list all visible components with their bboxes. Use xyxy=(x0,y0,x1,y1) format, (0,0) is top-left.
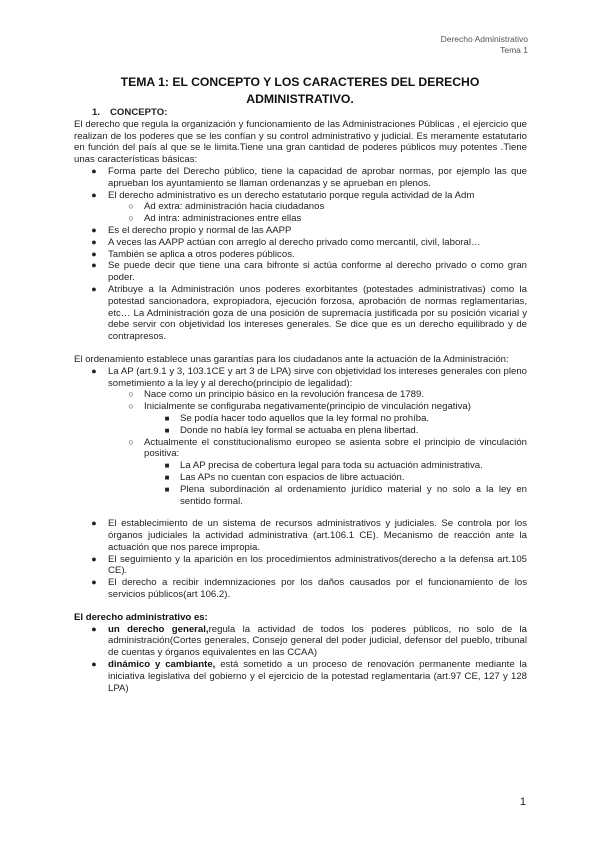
bullet-icon: ● xyxy=(91,659,97,670)
list-item-text: Atribuye a la Administración unos poderes exorbitantes (potestades administrativas) como la potestad sancionadora, expropiadora, ejecución forzosa, aprobación de normas reglamentarias, etc… La Administración goza de una posición de supremacía justificada por su posición vicarial y debe servir con objetividad los intereses generales. Se dice que es un derecho equilibrado y de contrapresos. xyxy=(108,283,527,343)
bullet-icon: ● xyxy=(91,553,97,564)
list-item-text: Forma parte del Derecho público, tiene la capacidad de aprobar normas, por ejemplo las que aprueban los ayuntamiento se llaman ordenanzas y se aprueban en plenos. xyxy=(108,165,527,189)
list-item xyxy=(74,659,527,694)
list-item xyxy=(74,260,527,284)
list-item xyxy=(74,577,527,601)
section-number: 1. xyxy=(92,107,101,118)
guarantees-paragraph: El ordenamiento establece unas garantías para los ciudadanos ante la actuación de la Administración: xyxy=(74,353,509,365)
square-bullet-icon: ■ xyxy=(164,425,170,435)
list-item-text: Nace como un principio básico en la revolución francesa de 1789. xyxy=(144,389,424,401)
list-item-text: La AP precisa de cobertura legal para toda su actuación administrativa. xyxy=(180,460,483,472)
square-bullet-icon: ■ xyxy=(164,413,170,423)
list-item xyxy=(74,166,527,190)
bullet-icon: ● xyxy=(91,236,97,247)
header-topic: Tema 1 xyxy=(500,45,528,55)
list-item xyxy=(74,201,527,213)
bullet-icon: ● xyxy=(91,365,97,376)
header-subject: Derecho Administrativo xyxy=(440,34,528,44)
circle-bullet-icon: ○ xyxy=(128,201,134,212)
list-item-text: Ad extra: administración hacia ciudadanos xyxy=(144,201,325,213)
list-item xyxy=(74,249,527,261)
list-item xyxy=(74,413,527,425)
list-item xyxy=(74,460,527,472)
list-item xyxy=(74,472,527,484)
running-header xyxy=(441,34,528,56)
list-item-bold: dinámico y cambiante, xyxy=(108,659,216,671)
list-item-text: Donde no había ley formal se actuaba en plena libertad. xyxy=(180,424,419,436)
bullet-icon: ● xyxy=(91,283,97,294)
bullet-icon: ● xyxy=(91,518,97,529)
list-item xyxy=(74,389,527,401)
list-item xyxy=(74,284,527,343)
list-item xyxy=(74,190,527,202)
list-item xyxy=(74,366,527,390)
bullet-icon: ● xyxy=(91,260,97,271)
list-item xyxy=(74,237,527,249)
bullet-icon: ● xyxy=(91,189,97,200)
square-bullet-icon: ■ xyxy=(164,484,170,494)
list-item xyxy=(74,213,527,225)
square-bullet-icon: ■ xyxy=(164,461,170,471)
list-item-text: También se aplica a otros poderes públicos. xyxy=(108,248,295,260)
list-item-text: Inicialmente se configuraba negativamente(principio de vinculación negativa) xyxy=(144,401,471,413)
list-item xyxy=(74,425,527,437)
square-bullet-icon: ■ xyxy=(164,472,170,482)
list-item xyxy=(74,401,527,413)
list-item xyxy=(74,484,527,508)
circle-bullet-icon: ○ xyxy=(128,213,134,224)
page-number: 1 xyxy=(519,796,526,808)
circle-bullet-icon: ○ xyxy=(128,389,134,400)
list-item-text: Actualmente el constitucionalismo europeo se asienta sobre el principio de vinculación positiva: xyxy=(144,436,527,460)
document-body xyxy=(74,107,527,694)
list-item-text: El seguimiento y la aparición en los procedimientos administrativos(derecho a la defensa art.105 CE). xyxy=(108,553,527,577)
page-title: TEMA 1: EL CONCEPTO Y LOS CARACTERES DEL DERECHO ADMINISTRATIVO. xyxy=(120,75,480,106)
list-item-text: Se puede decir que tiene una cara bifronte si actúa conforme al derecho privado o como gran poder. xyxy=(108,260,527,284)
list-item-text: A veces las AAPP actúan con arreglo al derecho privado como mercantil, civil, laboral… xyxy=(108,236,481,248)
circle-bullet-icon: ○ xyxy=(128,436,134,447)
list-item-text: Plena subordinación al ordenamiento jurídico material y no solo a la ley en sentido formal. xyxy=(180,483,527,507)
bullet-icon: ● xyxy=(91,165,97,176)
list-item xyxy=(74,518,527,553)
bullet-icon: ● xyxy=(91,577,97,588)
bullet-icon: ● xyxy=(91,224,97,235)
list-item-text: El derecho administrativo es un derecho estatutario porque regula actividad de la Adm xyxy=(108,189,475,201)
list-item xyxy=(74,225,527,237)
list-item xyxy=(74,554,527,578)
subheading: El derecho administrativo es: xyxy=(74,611,208,623)
circle-bullet-icon: ○ xyxy=(128,401,134,412)
bullet-icon: ● xyxy=(91,248,97,259)
list-item-text: Se podía hacer todo aquellos que la ley formal no prohíba. xyxy=(180,412,430,424)
intro-paragraph: El derecho que regula la organización y funcionamiento de las Administraciones Públicas , el ejercicio que realizan de los poderes que se les confían y su control administrativo y judicial. Es meramente estatutario en función del país al que se le limita.Tiene una gran cantidad de poderes públicos muy potentes .Tiene unas características básicas: xyxy=(74,118,527,166)
list-item xyxy=(74,437,527,461)
list-item xyxy=(74,624,527,659)
list-item-text: El establecimiento de un sistema de recursos administrativos y judiciales. Se controla por los órganos judiciales la actividad administrativa (art.106.1 CE). Mecanismo de reacción ante la actuación que nos parece impropia. xyxy=(108,518,527,553)
list-item-bold: un derecho general, xyxy=(108,623,209,635)
list-item-text: Es el derecho propio y normal de las AAPP xyxy=(108,224,292,236)
section-label: CONCEPTO: xyxy=(110,107,168,118)
list-item-text: Ad intra: administraciones entre ellas xyxy=(144,213,302,225)
list-item-text: Las APs no cuentan con espacios de libre actuación. xyxy=(180,471,405,483)
list-item-text: La AP (art.9.1 y 3, 103.1CE y art 3 de LPA) sirve con objetividad los intereses generales con pleno sometimiento a la ley y al derecho(principio de legalidad): xyxy=(108,365,527,389)
list-item-text: regula la actividad de todos los poderes públicos, no solo de la administración(Cortes generales, Consejo general del poder judicial, defensor del pueblo, tribunal de cuentas y órganos equivalentes en las CCAA) xyxy=(108,623,527,659)
list-item-text: El derecho a recibir indemnizaciones por los daños causados por el funcionamiento de los servicios públicos(art 106.2). xyxy=(108,577,527,601)
section-heading xyxy=(92,107,527,119)
bullet-icon: ● xyxy=(91,623,97,634)
list-item-text: está sometido a un proceso de renovación permanente mediante la iniciativa legislativa del gobierno y el ejercicio de la potestad reglamentaria (art.97 CE, 127 y 128 LPA) xyxy=(108,659,528,694)
